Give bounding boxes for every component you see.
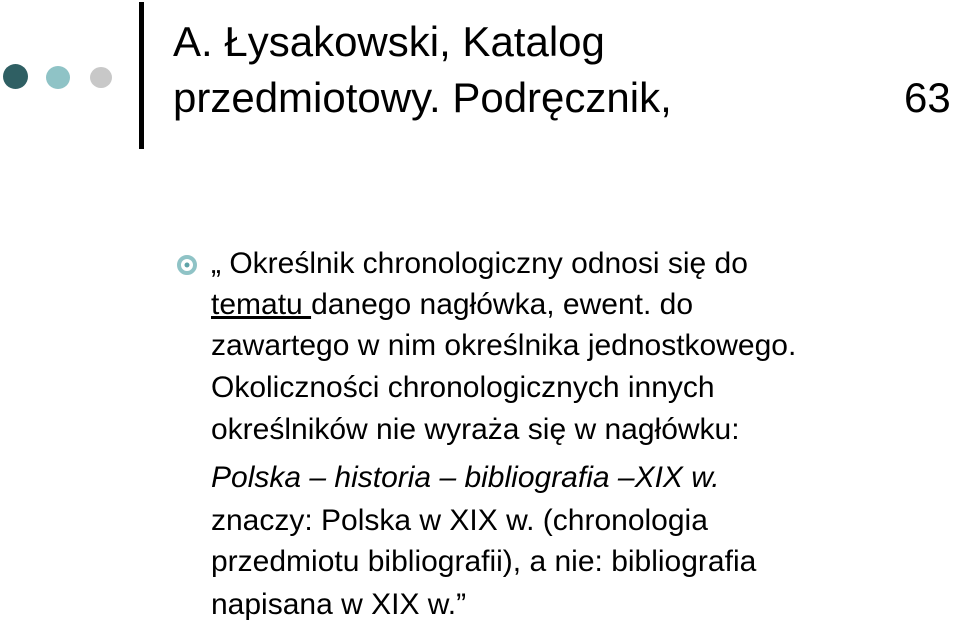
body-line-1: „ Określnik chronologiczny odnosi się do: [211, 247, 748, 280]
decor-dot-gray: [90, 67, 112, 88]
body-line-9: napisana w XIX w.”: [211, 588, 467, 621]
body-line-2: [211, 284, 693, 326]
underlined-term: tematu: [211, 288, 312, 321]
body-line-8: przedmiotu bibliografii), a nie: bibliografia: [211, 545, 757, 578]
decor-dot-light: [46, 66, 70, 89]
body-line-3: zawartego w nim określnika jednostkowego.: [211, 329, 797, 362]
ring-bullet-icon: [176, 254, 198, 276]
body-line-5: określników nie wyraża się w nagłówku:: [211, 413, 740, 446]
title-divider-bar: [139, 2, 144, 149]
decor-dot-dark: [3, 64, 28, 89]
title-line-1: A. Łysakowski, Katalog: [173, 18, 605, 65]
body-line-2-rest: danego nagłówka, ewent. do: [311, 288, 694, 321]
body-line-4: Okoliczności chronologicznych innych: [211, 371, 715, 404]
title-page-number: 63: [904, 74, 951, 121]
body-line-7: znaczy: Polska w XIX w. (chronologia: [211, 504, 708, 537]
body-line-6-example: Polska – historia – bibliografia –XIX w.: [211, 461, 720, 494]
title-line-2: przedmiotowy. Podręcznik,: [173, 74, 672, 121]
